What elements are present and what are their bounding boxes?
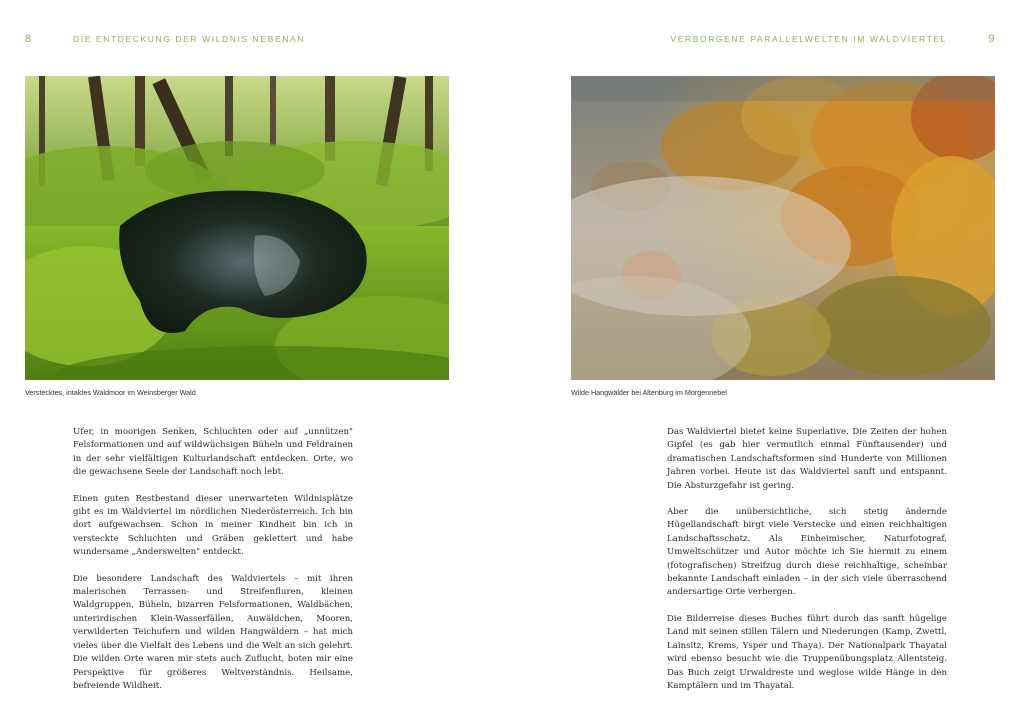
body-text-left [73,426,353,706]
caption-right: Wilde Hangwälder bei Altenburg im Morgennebel [571,388,727,397]
page-number-left: 8 [25,33,32,45]
paragraph: Einen guten Restbestand dieser unerwarteten Wildnisplätze gibt es im Waldviertel im nördlichen Niederösterreich. Ich bin dort aufgewachsen. Schon in meiner Kindheit bin ich in versteckte Schluchten und Gräben geklettert und habe wundersame „Anderswelten" entdeckt. [73,493,353,558]
photo-forest-moor [25,76,449,380]
paragraph: Ufer, in moorigen Senken, Schluchten oder auf „unnützen" Felsformationen und auf wildwüchsigen Büheln und Feldrainen in der sehr vielfältigen Kulturlandschaft entdecken. Orte, wo die gewachsene Seele der Landschaft noch lebt. [73,427,353,478]
caption-left: Verstecktes, intaktes Waldmoor im Weinsberger Wald [25,388,196,397]
paragraph: Die Bilderreise dieses Buches führt durch das sanft hügelige Land mit seinen stillen Tälern und Niederungen (Kamp, Zwettl, Lainsitz, Krems, Ysper und Thaya). Der Nationalpark Thayatal wird ebenso besucht wie die Truppenübungsplatz Allentsteig. Das Buch zeigt Urwaldreste und weglose wilde Hänge in den Kamptälern und im Thayatal. [667,613,947,691]
running-head-right: VERBORGENE PARALLELWELTEN IM WALDVIERTEL [670,34,947,44]
paragraph: Die besondere Landschaft des Waldviertels – mit ihren malerischen Terrassen- und Streifenfluren, kleinen Waldgruppen, Büheln, bizarren Felsformationen, Waldbächen, unterirdischen Klein-Wasserfällen, Auwäldchen, Mooren, verwilderten Teichufern und wilden Hangwäldern – hat mich vieles über die Vielfalt des Lebens und die Welt an sich gelehrt. Die wilden Orte waren mir stets auch Zuflucht, boten mir eine Perspektive für größeres Weltverständnis. Heilsame, befreiende Wildheit. [73,573,353,691]
photo-misty-slopes [571,76,995,380]
page-number-right: 9 [988,33,995,45]
body-text-right [667,426,947,706]
paragraph: Das Waldviertel bietet keine Superlative. Die Zeiten der hohen Gipfel (es gab hier vermutlich einmal Fünftausender) und dramatischen Landschaftsformen sind Hunderte von Millionen Jahren vorbei. Heute ist das Waldviertel sanft und entspannt. Die Absturzgefahr ist gering. [667,427,947,491]
paragraph: Aber die unübersichtliche, sich stetig ändernde Hügellandschaft birgt viele Verstecke und einen reichhaltigen Landschaftsschatz. Als Einheimischer, Naturfotograf, Umweltschützer und Autor möchte ich Sie hiermit zu einem (fotografischen) Streifzug durch diese reichhaltige, scheinbar bekannte Landschaft einladen – in der sich viele überraschend andersartige Orte verbergen. [667,507,947,598]
running-head-left: DIE ENTDECKUNG DER WILDNIS NEBENAN [73,34,305,44]
